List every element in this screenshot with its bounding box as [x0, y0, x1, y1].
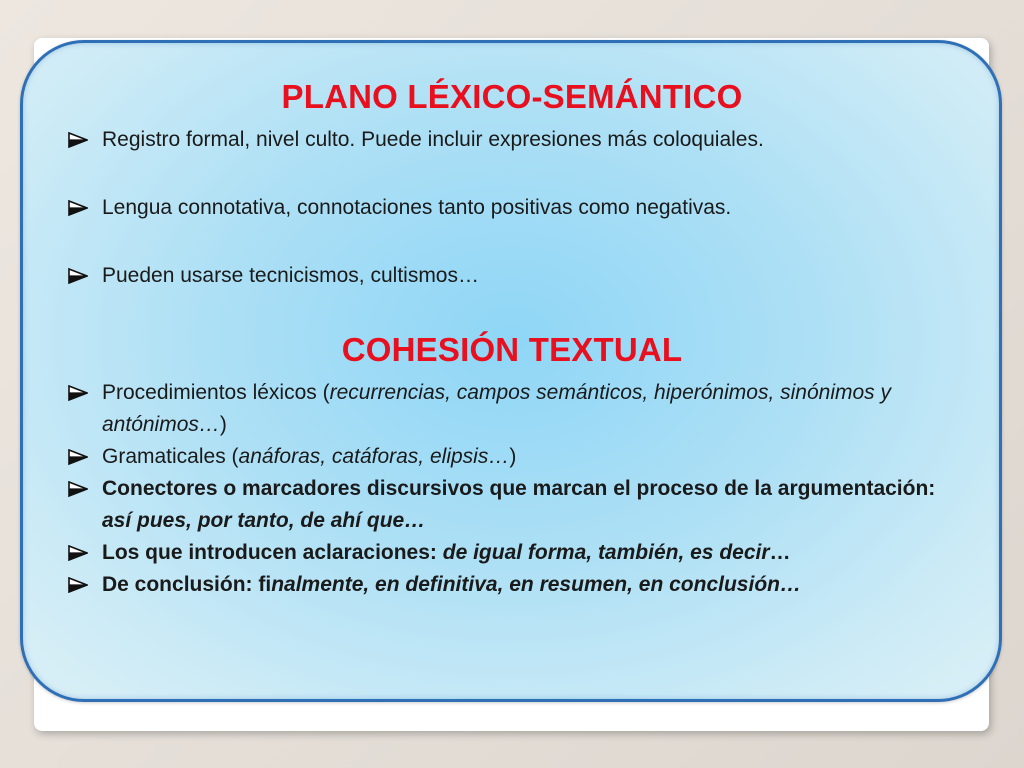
list-item	[68, 569, 968, 601]
arrowhead-bullet-icon	[68, 132, 88, 148]
arrowhead-bullet-icon	[68, 577, 88, 593]
list-item-lead: Los que introducen aclaraciones:	[102, 541, 443, 564]
list-item-lead: De conclusión: fi	[102, 573, 272, 596]
section-heading-cohesion-textual: COHESIÓN TEXTUAL	[341, 331, 683, 368]
arrowhead-bullet-icon	[68, 481, 88, 497]
list-item-lead: Conectores o marcadores discursivos que marcan el proceso de la argumentación:	[102, 477, 936, 500]
cohesion-textual-list	[68, 377, 968, 601]
list-item-close: )	[219, 413, 227, 436]
list-item-examples: así pues, por tanto, de ahí que…	[102, 509, 426, 532]
list-item-examples: anáforas, catáforas, elipsis…	[238, 445, 510, 468]
arrowhead-bullet-icon	[68, 200, 88, 216]
list-item	[68, 192, 968, 224]
list-item-text: Registro formal, nivel culto. Puede incluir expresiones más coloquiales.	[102, 128, 764, 151]
list-item	[68, 260, 968, 292]
list-item-lead: Procedimientos léxicos (	[102, 381, 330, 404]
list-item	[68, 124, 968, 156]
list-item	[68, 473, 968, 537]
arrowhead-bullet-icon	[68, 449, 88, 465]
list-item-tail: …	[769, 541, 791, 564]
section-heading-lexico-semantico: PLANO LÉXICO-SEMÁNTICO	[281, 78, 743, 115]
list-item-text: Lengua connotativa, connotaciones tanto positivas como negativas.	[102, 196, 732, 219]
list-item-close: )	[509, 445, 517, 468]
arrowhead-bullet-icon	[68, 385, 88, 401]
list-item-lead: Gramaticales (	[102, 445, 239, 468]
list-item-examples: recurrencias, campos semánticos, hiperónimos, sinónimos y antónimos…	[102, 381, 891, 436]
list-item-text: Pueden usarse tecnicismos, cultismos…	[102, 264, 479, 287]
lexico-semantico-list	[68, 124, 968, 292]
list-item-examples: nalmente, en definitiva, en resumen, en conclusión…	[271, 573, 801, 596]
list-item	[68, 377, 968, 441]
arrowhead-bullet-icon	[68, 268, 88, 284]
list-item	[68, 441, 968, 473]
list-item-examples: de igual forma, también, es decir	[442, 541, 770, 564]
list-item	[68, 537, 968, 569]
arrowhead-bullet-icon	[68, 545, 88, 561]
